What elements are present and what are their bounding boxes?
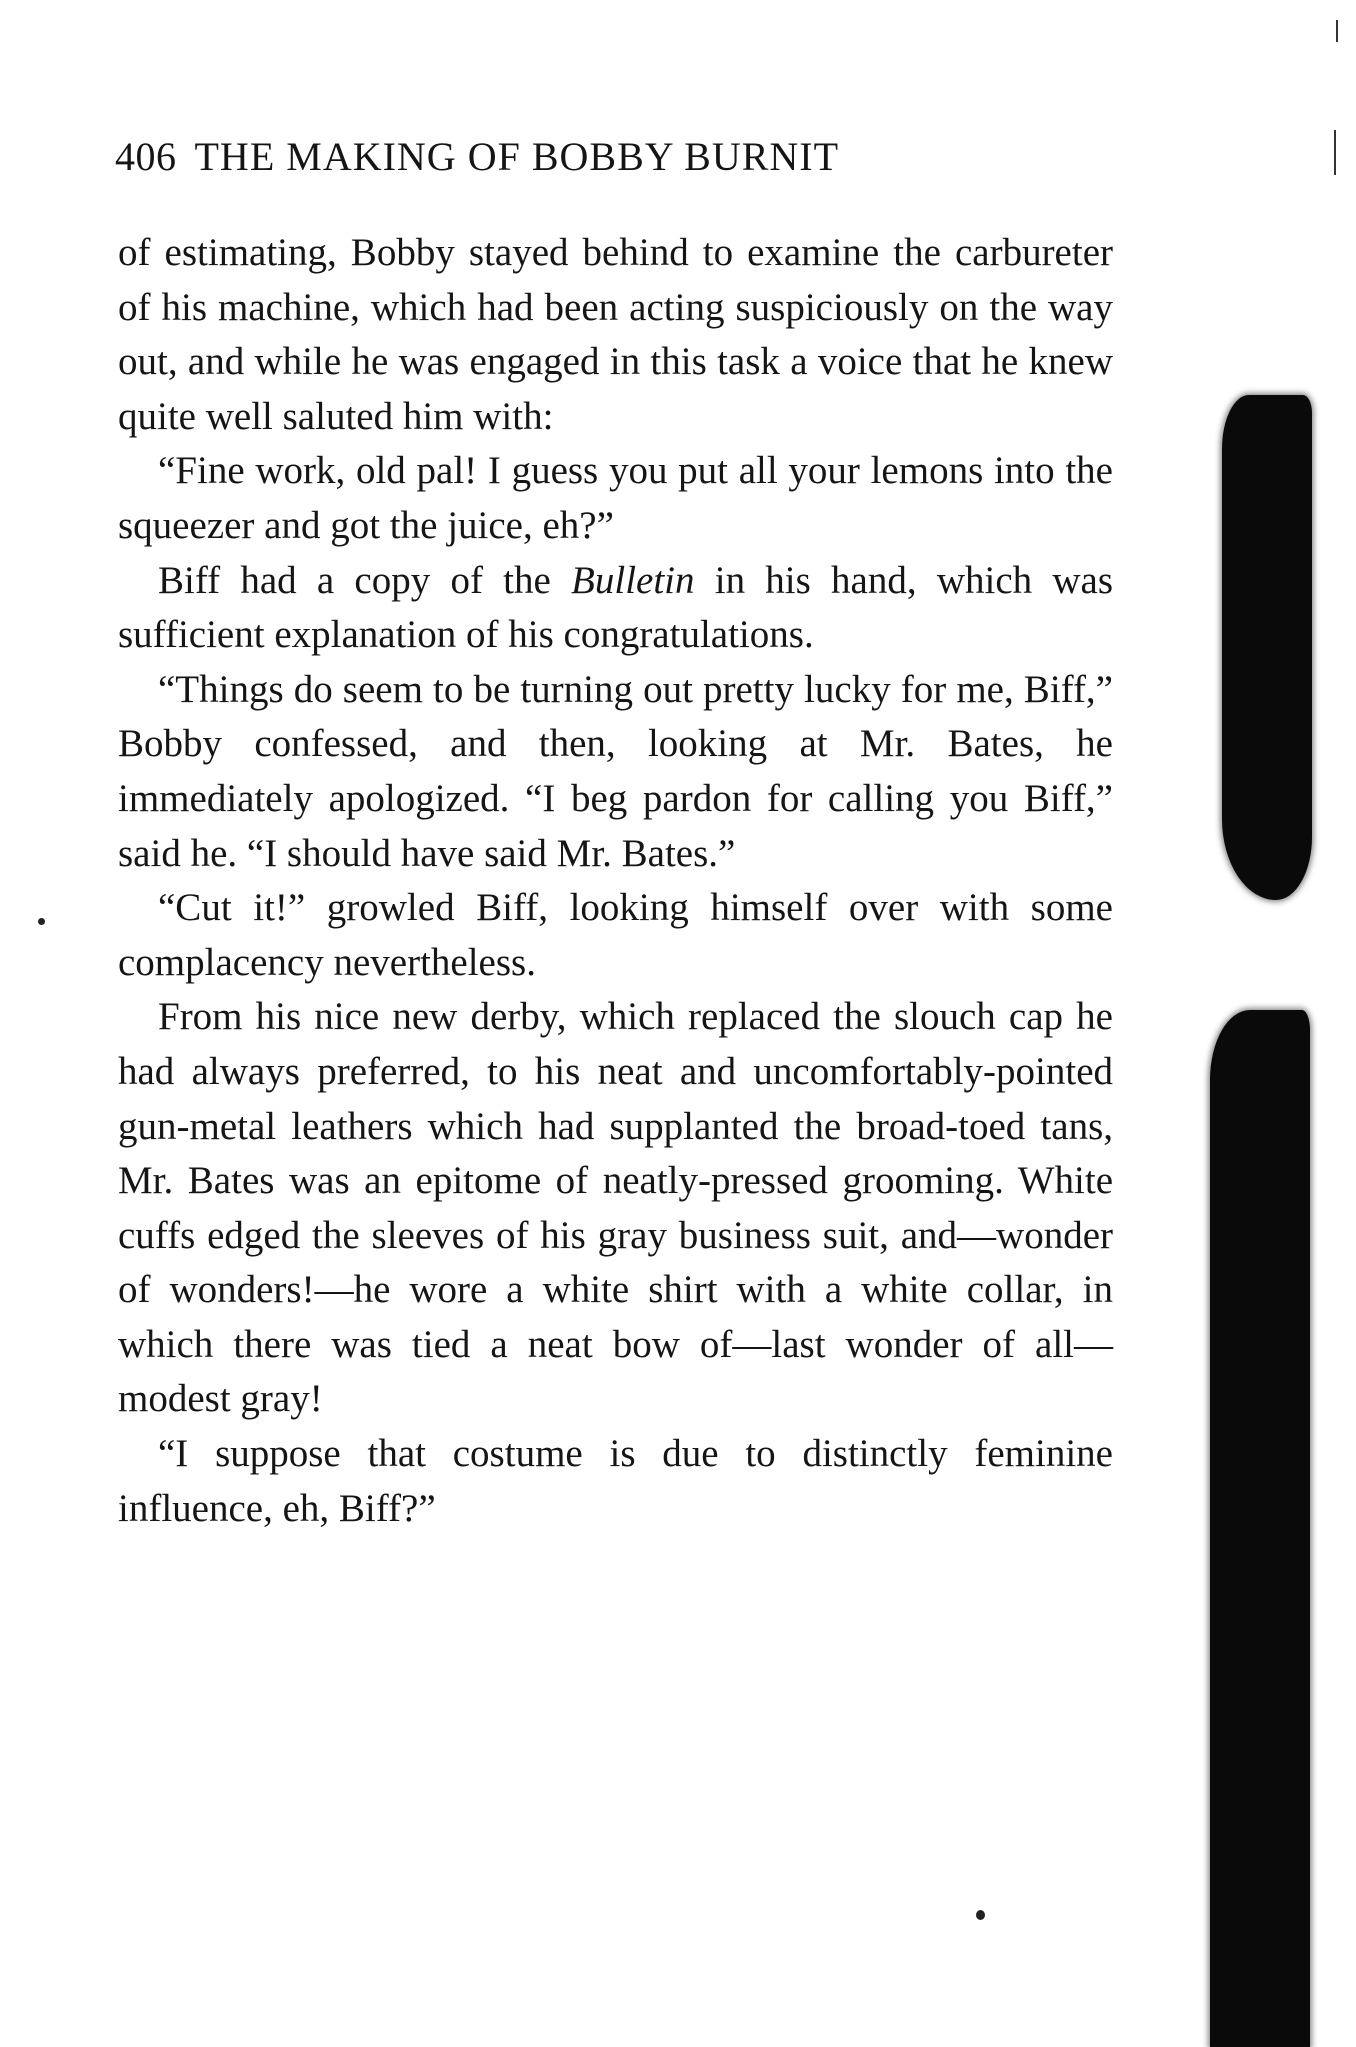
page-number: 406	[115, 134, 177, 179]
scan-line	[1334, 130, 1336, 175]
bulletin-title: Bulletin	[571, 558, 695, 602]
paragraph-bulletin	[118, 554, 1113, 663]
paragraph-bulletin-after: in his hand, which was sufficient explanation of his congratulations.	[118, 558, 1114, 657]
paragraph-cut-it: “Cut it!” growled Biff, looking himself over with some complacency nevertheless.	[118, 886, 1113, 984]
paragraph-biff-greeting: “Fine work, old pal! I guess you put all your lemons into the squeezer and got the juice, eh?”	[118, 449, 1113, 547]
scan-artifact-upper	[1222, 395, 1312, 900]
paragraph-bulletin-before: Biff had a copy of the	[158, 558, 572, 602]
paragraph-continued: of estimating, Bobby stayed behind to examine the carbureter of his machine, which had been acting suspiciously on the way out, and while he was engaged in this task a voice that he knew quite well saluted him with:	[118, 231, 1113, 438]
paragraph-description: From his nice new derby, which replaced the slouch cap he had always preferred, to his neat and uncomfortably-pointed gun-metal leathers which had supplanted the broad-toed tans, Mr. Bates was an epitome of neatly-pressed grooming. White cuffs edged the sleeves of his gray business suit, and—wonder of wonders!—he wore a white shirt with a white collar, in which there was tied a neat bow of—last wonder of all—modest gray!	[118, 995, 1113, 1421]
scan-speck	[976, 1910, 985, 1920]
paragraph-costume: “I suppose that costume is due to distinctly feminine influence, eh, Biff?”	[118, 1432, 1113, 1530]
body-text	[118, 226, 1113, 1536]
running-head	[115, 132, 1015, 182]
scan-artifact-lower	[1210, 1010, 1310, 2047]
book-title: THE MAKING OF BOBBY BURNIT	[194, 134, 840, 179]
paragraph-bobby-confesses: “Things do seem to be turning out pretty lucky for me, Biff,” Bobby confessed, and then, looking at Mr. Bates, he immediately apologized. “I beg pardon for calling you Biff,” said he. “I should have said Mr. Bates.”	[118, 667, 1113, 875]
scan-line	[1336, 20, 1338, 42]
scan-speck	[38, 918, 45, 925]
